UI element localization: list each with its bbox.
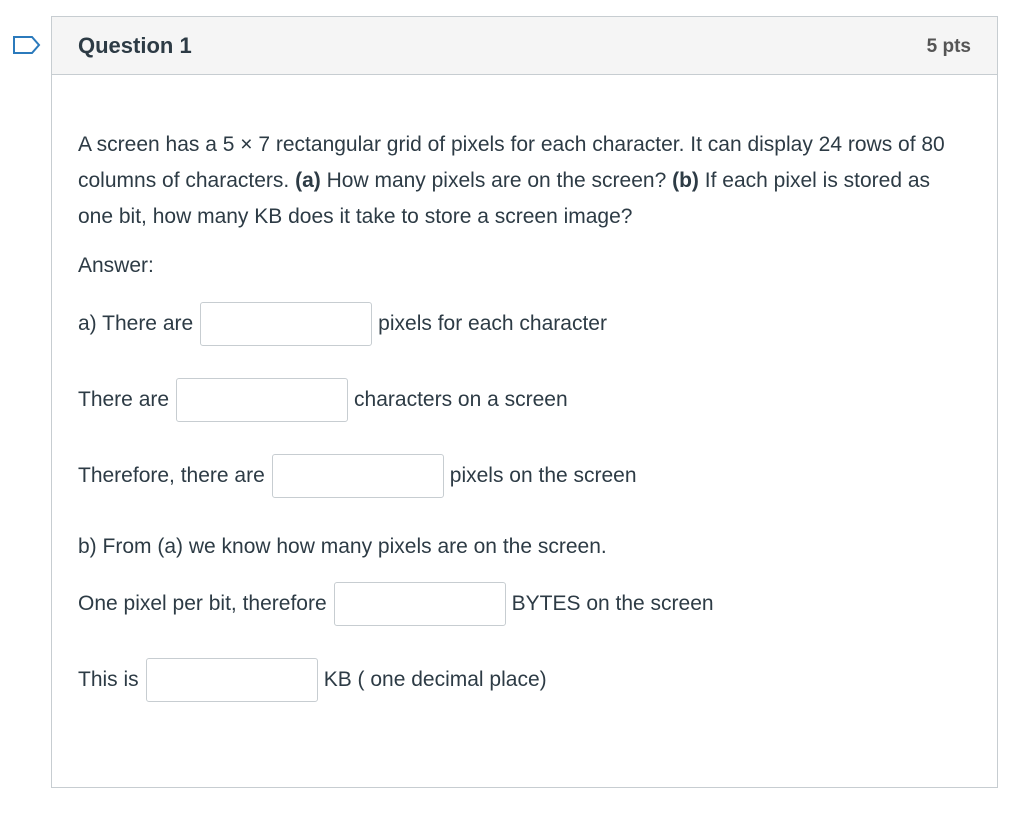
answer-line-a-suffix: pixels for each character	[378, 312, 607, 335]
answer-line-characters	[78, 378, 568, 422]
answer-line-characters-label: There are	[78, 388, 170, 411]
answer-line-a	[78, 302, 607, 346]
answer-line-bytes-suffix: BYTES on the screen	[511, 592, 714, 615]
answer-line-characters-suffix: characters on a screen	[354, 388, 568, 411]
answer-heading: Answer:	[78, 254, 154, 277]
question-text	[78, 127, 968, 235]
part-a-label: (a)	[295, 169, 321, 192]
total-pixels-input[interactable]	[272, 454, 444, 498]
flag-question-icon[interactable]	[12, 35, 42, 55]
pixels-per-character-input[interactable]	[200, 302, 372, 346]
characters-on-screen-input[interactable]	[176, 378, 348, 422]
answer-line-bytes-label: One pixel per bit, therefore	[78, 592, 327, 615]
answer-line-total-pixels	[78, 454, 637, 498]
answer-line-bytes	[78, 582, 714, 626]
part-b-intro: b) From (a) we know how many pixels are on the screen.	[78, 535, 607, 558]
answer-line-a-label: a) There are	[78, 312, 194, 335]
answer-line-kb	[78, 658, 547, 702]
kilobytes-input[interactable]	[146, 658, 318, 702]
answer-line-kb-suffix: KB ( one decimal place)	[323, 668, 547, 691]
question-points: 5 pts	[926, 36, 971, 57]
answer-line-kb-label: This is	[78, 668, 139, 691]
question-text-part-2: How many pixels are on the screen?	[320, 169, 673, 192]
part-b-label: (b)	[672, 169, 699, 192]
answer-line-total-pixels-suffix: pixels on the screen	[449, 464, 637, 487]
bytes-on-screen-input[interactable]	[334, 582, 506, 626]
question-header	[52, 17, 997, 75]
question-title: Question 1	[78, 33, 192, 58]
question-text-part-3: If each pixel is stored as one bit, how many KB does it take to store a screen image?	[78, 169, 931, 228]
answer-line-total-pixels-label: Therefore, there are	[78, 464, 265, 487]
question-text-part-1: A screen has a 5 × 7 rectangular grid of pixels for each character. It can display 24 rows of 80 columns of characters.	[78, 133, 945, 192]
